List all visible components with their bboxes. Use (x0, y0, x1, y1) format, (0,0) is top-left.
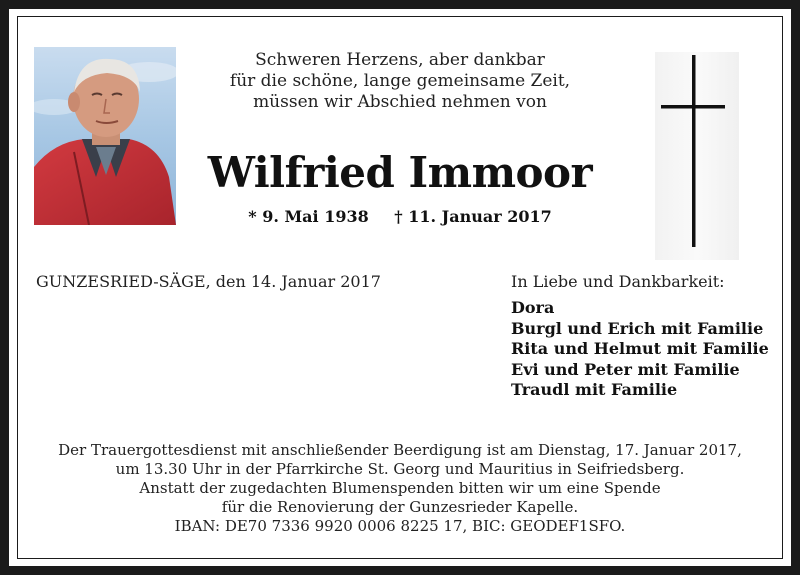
mourners-list (511, 298, 769, 401)
mourner-name: Burgl und Erich mit Familie (511, 318, 764, 338)
portrait-photo (34, 47, 176, 225)
mourners-label: In Liebe und Dankbarkeit: (511, 272, 725, 291)
cross-panel (655, 52, 739, 260)
mourner-name: Evi und Peter mit Familie (511, 359, 740, 379)
cross-icon (655, 52, 739, 260)
intro-line: müssen wir Abschied nehmen von (253, 92, 547, 112)
mourner-name: Dora (511, 298, 555, 317)
service-line: für die Renovierung der Gunzesrieder Kapelle. (221, 498, 579, 516)
service-line: Anstatt der zugedachten Blumenspenden bitten wir um eine Spende (139, 479, 661, 497)
intro-text (200, 50, 600, 113)
mourner-name: Traudl mit Familie (511, 380, 678, 399)
birth-date: * 9. Mai 1938 (248, 207, 369, 226)
bank-details: IBAN: DE70 7336 9920 0006 8225 17, BIC: GEODEF1SFO. (174, 517, 626, 535)
place-date: GUNZESRIED-SÄGE, den 14. Januar 2017 (36, 272, 381, 291)
deceased-name: Wilfried Immoor (207, 148, 593, 197)
intro-line: Schweren Herzens, aber dankbar (255, 50, 545, 70)
life-dates (200, 207, 600, 226)
intro-line: für die schöne, lange gemeinsame Zeit, (229, 71, 571, 91)
service-line: Der Trauergottesdienst mit anschließender Beerdigung ist am Dienstag, 17. Januar 2017, (58, 441, 742, 459)
death-date: † 11. Januar 2017 (394, 207, 552, 226)
mourner-name: Rita und Helmut mit Familie (511, 339, 769, 358)
service-info (30, 441, 770, 536)
service-line: um 13.30 Uhr in der Pfarrkirche St. Georg und Mauritius in Seifriedsberg. (115, 460, 685, 478)
